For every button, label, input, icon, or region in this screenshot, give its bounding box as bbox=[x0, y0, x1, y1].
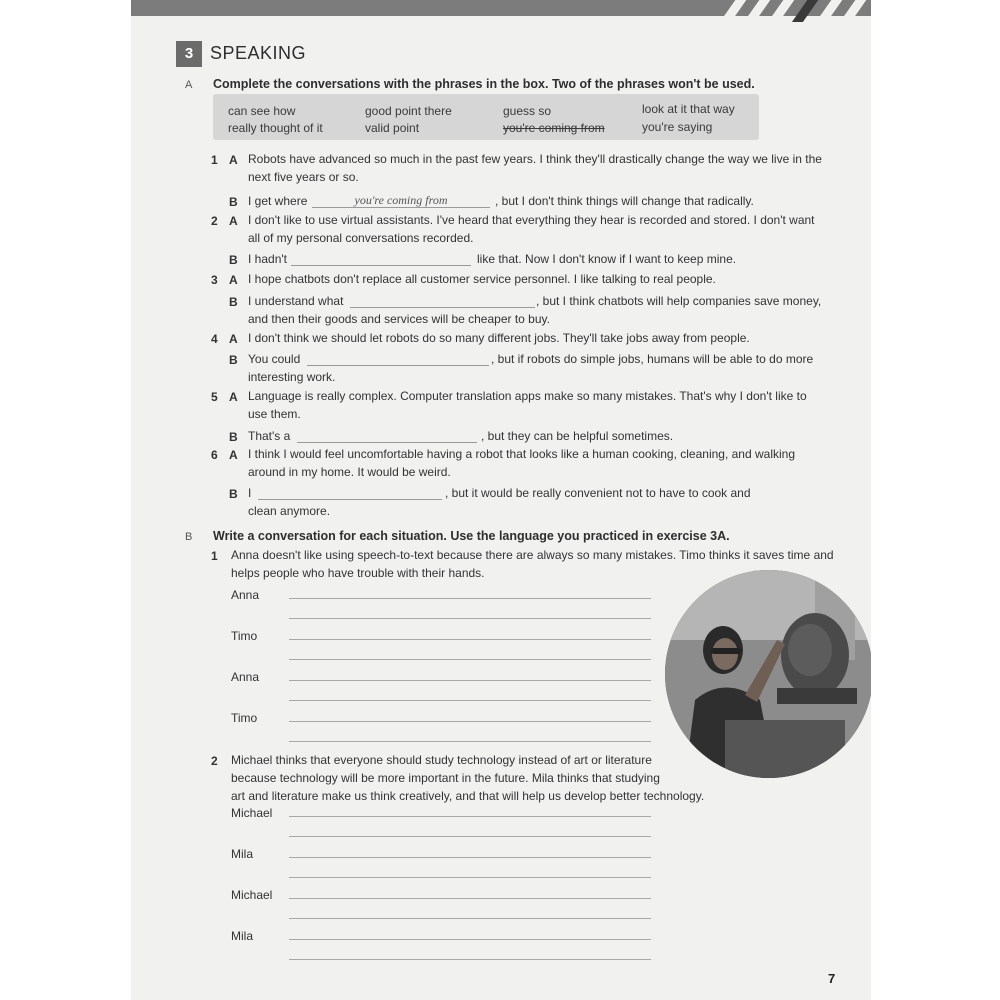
exercise-a-instruction: Complete the conversations with the phrases in the box. Two of the phrases won't be used. bbox=[213, 77, 755, 91]
situation-text: Anna doesn't like using speech-to-text because there are always so many mistakes. Timo thinks it saves time and bbox=[231, 548, 834, 562]
situation-number: 1 bbox=[211, 549, 218, 563]
writing-line[interactable] bbox=[289, 659, 651, 660]
writing-line[interactable] bbox=[289, 816, 651, 817]
speaker-a-line: I don't think we should let robots do so many different jobs. They'll take jobs away from people. bbox=[248, 331, 750, 345]
speaker-b-text: I understand what bbox=[248, 294, 344, 308]
speaker-name: Timo bbox=[231, 629, 258, 643]
speaker-a-line: Robots have advanced so much in the past few years. I think they'll drastically change the way we live in the bbox=[248, 152, 822, 166]
speaker-a-line: use them. bbox=[248, 407, 301, 421]
phrase: guess so bbox=[503, 104, 552, 118]
workbook-page bbox=[131, 0, 871, 1000]
item-number: 1 bbox=[211, 153, 218, 167]
speaker-name: Timo bbox=[231, 711, 258, 725]
item-number: 3 bbox=[211, 273, 218, 287]
section-number: 3 bbox=[176, 41, 202, 67]
speaker-b-text: You could bbox=[248, 352, 301, 366]
speaker-name: Anna bbox=[231, 670, 260, 684]
speaker-name: Michael bbox=[231, 888, 273, 902]
speaker-a-line: Language is really complex. Computer translation apps make so many mistakes. That's why I don't like to bbox=[248, 389, 807, 403]
speaker-b: B bbox=[229, 295, 238, 309]
speaker-a: A bbox=[229, 390, 238, 404]
writing-line[interactable] bbox=[289, 639, 651, 640]
phrase: good point there bbox=[365, 104, 452, 118]
situation-text: because technology will be more important in the future. Mila thinks that studying bbox=[231, 771, 660, 785]
speaker-b-text: That's a bbox=[248, 429, 291, 443]
photo-person-sculpting-icon bbox=[665, 570, 871, 778]
writing-line[interactable] bbox=[289, 918, 651, 919]
section-title: SPEAKING bbox=[210, 43, 307, 63]
speaker-a: A bbox=[229, 332, 238, 346]
writing-line[interactable] bbox=[289, 721, 651, 722]
page-number: 7 bbox=[828, 971, 836, 986]
speaker-b-text: clean anymore. bbox=[248, 504, 331, 518]
speaker-a: A bbox=[229, 448, 238, 462]
speaker-b: B bbox=[229, 430, 238, 444]
answer-blank[interactable] bbox=[291, 251, 471, 266]
exercise-b-letter: B bbox=[185, 531, 193, 543]
speaker-a-line: next five years or so. bbox=[248, 170, 359, 184]
situation-text: art and literature make us think creatively, and that will help us develop better technology. bbox=[231, 789, 705, 803]
speaker-a-line: around in my home. It would be weird. bbox=[248, 465, 451, 479]
situation-text: helps people who have trouble with their hands. bbox=[231, 566, 485, 580]
answer-blank[interactable] bbox=[350, 293, 535, 308]
speaker-b-text: I hadn't bbox=[248, 252, 287, 266]
writing-line[interactable] bbox=[289, 857, 651, 858]
speaker-a: A bbox=[229, 273, 238, 287]
speaker-a-line: I hope chatbots don't replace all customer service personnel. I like talking to real people. bbox=[248, 272, 716, 286]
speaker-a: A bbox=[229, 214, 238, 228]
item-number: 6 bbox=[211, 448, 218, 462]
speaker-b-text: , but it would be really convenient not to have to cook and bbox=[445, 486, 751, 500]
speaker-name: Mila bbox=[231, 929, 254, 943]
phrase-box bbox=[213, 94, 759, 140]
speaker-b-text: interesting work. bbox=[248, 370, 336, 384]
speaker-name: Mila bbox=[231, 847, 254, 861]
phrase-crossed-out: you're coming from bbox=[503, 121, 605, 135]
answer-blank[interactable] bbox=[307, 351, 489, 366]
speaker-b: B bbox=[229, 195, 238, 209]
exercise-b-instruction: Write a conversation for each situation. Use the language you practiced in exercise 3A. bbox=[213, 529, 730, 543]
writing-line[interactable] bbox=[289, 700, 651, 701]
item-number: 2 bbox=[211, 214, 218, 228]
stripe-decoration bbox=[840, 0, 869, 22]
writing-line[interactable] bbox=[289, 598, 651, 599]
writing-line[interactable] bbox=[289, 836, 651, 837]
speaker-b-text: I bbox=[248, 486, 252, 500]
exercise-a-letter: A bbox=[185, 79, 193, 91]
phrase: look at it that way bbox=[642, 102, 735, 116]
writing-line[interactable] bbox=[289, 618, 651, 619]
situation-number: 2 bbox=[211, 754, 218, 768]
phrase: really thought of it bbox=[228, 121, 323, 135]
writing-line[interactable] bbox=[289, 877, 651, 878]
speaker-a-line: I think I would feel uncomfortable having a robot that looks like a human cooking, cleaning, and walking bbox=[248, 447, 795, 461]
situation-text: Michael thinks that everyone should study technology instead of art or literature bbox=[231, 753, 652, 767]
answer-blank[interactable]: you're coming from bbox=[312, 193, 490, 208]
speaker-b-text: and then their goods and services will be cheaper to buy. bbox=[248, 312, 550, 326]
writing-line[interactable] bbox=[289, 959, 651, 960]
speaker-b-text: , but they can be helpful sometimes. bbox=[481, 429, 674, 443]
phrase: can see how bbox=[228, 104, 296, 118]
speaker-name: Anna bbox=[231, 588, 260, 602]
speaker-a-line: I don't like to use virtual assistants. I've heard that everything they hear is recorded and stored. I don't want bbox=[248, 213, 815, 227]
speaker-a-line: all of my personal conversations recorded. bbox=[248, 231, 474, 245]
speaker-b-text: I get where bbox=[248, 194, 308, 208]
answer-blank[interactable] bbox=[258, 485, 442, 500]
speaker-b-text: like that. Now I don't know if I want to keep mine. bbox=[477, 252, 737, 266]
speaker-b: B bbox=[229, 253, 238, 267]
writing-line[interactable] bbox=[289, 741, 651, 742]
speaker-name: Michael bbox=[231, 806, 273, 820]
writing-line[interactable] bbox=[289, 680, 651, 681]
speaker-b-text: , but if robots do simple jobs, humans will be able to do more bbox=[491, 352, 814, 366]
top-bar bbox=[131, 0, 871, 16]
speaker-b: B bbox=[229, 353, 238, 367]
item-number: 4 bbox=[211, 332, 218, 346]
phrase: you're saying bbox=[642, 120, 713, 134]
item-number: 5 bbox=[211, 390, 218, 404]
phrase: valid point bbox=[365, 121, 420, 135]
answer-blank[interactable] bbox=[297, 428, 477, 443]
writing-line[interactable] bbox=[289, 898, 651, 899]
photo-illustration bbox=[665, 570, 871, 778]
speaker-a: A bbox=[229, 153, 238, 167]
writing-line[interactable] bbox=[289, 939, 651, 940]
speaker-b-text: , but I think chatbots will help companies save money, bbox=[536, 294, 822, 308]
speaker-b-text: , but I don't think things will change that radically. bbox=[495, 194, 754, 208]
speaker-b: B bbox=[229, 487, 238, 501]
